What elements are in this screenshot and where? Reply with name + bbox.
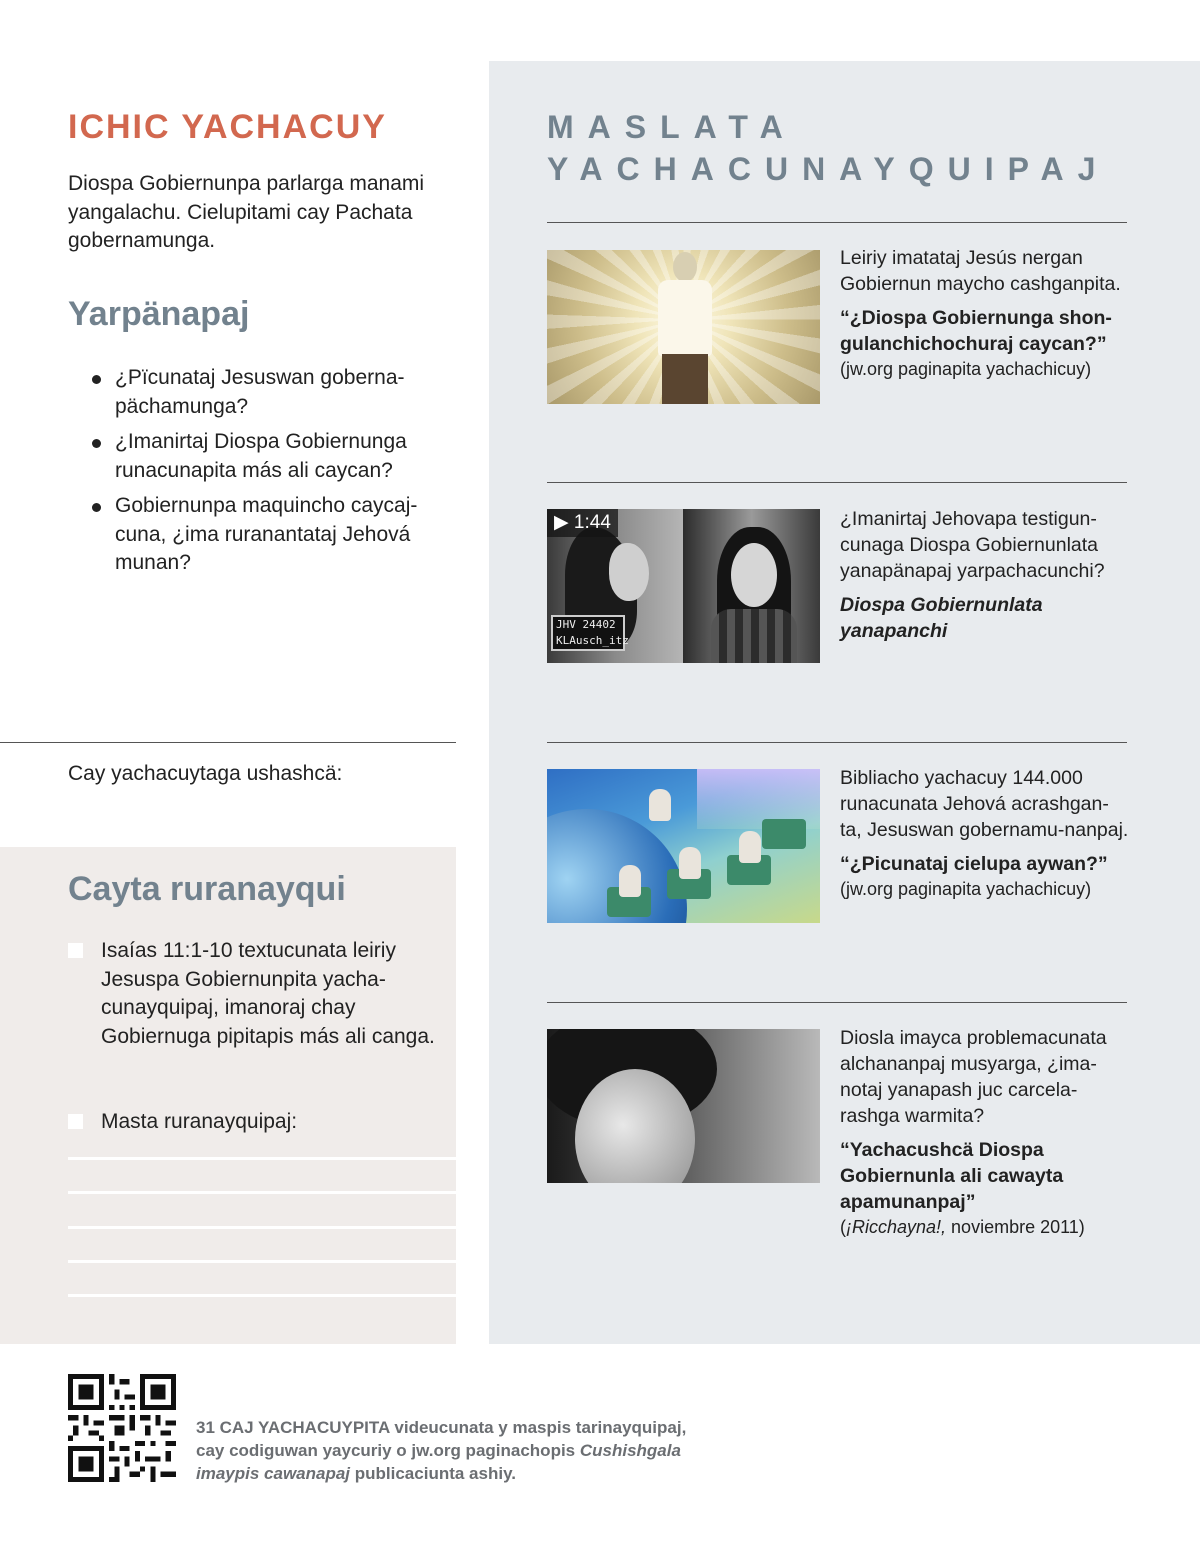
entry-source: (jw.org paginapita yachachicuy) bbox=[840, 879, 1092, 899]
entry-1-text bbox=[840, 245, 1130, 381]
divider bbox=[547, 482, 1127, 483]
bullet-icon bbox=[92, 375, 101, 384]
learned-label: Cay yachacuytaga ushashcä: bbox=[68, 762, 343, 785]
action-box bbox=[0, 847, 456, 1344]
checkbox-1[interactable] bbox=[68, 943, 83, 958]
entry-description: Leiriy imatataj Jesús nergan Gobiernun maycho cashganpita. bbox=[840, 247, 1121, 295]
bullet-icon bbox=[92, 503, 101, 512]
entry-2-text bbox=[840, 506, 1130, 644]
entry-link[interactable]: “¿Picunataj cielupa aywan?” bbox=[840, 853, 1108, 875]
entry-link[interactable]: Diospa Gobiernunlata yanapanchi bbox=[840, 594, 1043, 642]
action-item-2: Masta ruranayquipaj: bbox=[101, 1110, 298, 1133]
entry-3-text bbox=[840, 765, 1130, 901]
action-title: Cayta ruranayqui bbox=[68, 870, 346, 908]
entry-4-image[interactable] bbox=[547, 1029, 820, 1183]
review-list bbox=[92, 364, 452, 585]
entry-source: (jw.org paginapita yachachicuy) bbox=[840, 359, 1092, 379]
write-line[interactable] bbox=[68, 1294, 456, 1297]
play-icon: ▶ bbox=[554, 512, 569, 533]
action-item-1: Isaías 11:1-10 textucunata leiriy Jesuspa Gobiernunpita yacha-cunayquipaj, imanoraj chay Gobiernuga pipitapis más ali canga. bbox=[101, 939, 435, 1048]
entry-1-image[interactable] bbox=[547, 250, 820, 404]
entry-4-text bbox=[840, 1025, 1130, 1239]
review-title: Yarpänapaj bbox=[68, 295, 250, 333]
review-question: Gobiernunpa maquincho caycaj-cuna, ¿ima ruranantataj Jehová munan? bbox=[92, 492, 452, 578]
summary-title: ICHIC YACHACUY bbox=[68, 108, 387, 146]
footer-text: 31 CAJ YACHACUYPITA videucunata y maspis tarinayquipaj, cay codiguwan yaycuriy o jw.org paginachopis Cushishgala imaypis cawanapaj publicaciunta ashiy. bbox=[196, 1418, 687, 1483]
entry-source: (¡Ricchayna!, noviembre 2011) bbox=[840, 1217, 1085, 1237]
review-question: ¿Imanirtaj Diospa Gobiernunga runacunapita más ali caycan? bbox=[92, 428, 452, 485]
checkbox-2[interactable] bbox=[68, 1114, 83, 1129]
face-profile bbox=[609, 543, 649, 601]
explore-title: MASLATA YACHACUNAYQUIPAJ bbox=[547, 109, 1110, 187]
write-line[interactable] bbox=[68, 1157, 456, 1160]
write-line[interactable] bbox=[68, 1191, 456, 1194]
divider bbox=[0, 742, 456, 743]
entry-3-image[interactable] bbox=[547, 769, 820, 923]
figure-pants bbox=[662, 354, 708, 404]
striped-uniform bbox=[711, 609, 797, 663]
entry-description: ¿Imanirtaj Jehovapa testigun-cunaga Diospa Gobiernunlata yanapänapaj yarpachacunchi? bbox=[840, 508, 1105, 582]
video-duration-badge: ▶ 1:44 bbox=[547, 509, 618, 537]
write-line[interactable] bbox=[68, 1260, 456, 1263]
figure-head bbox=[673, 252, 697, 282]
divider bbox=[547, 742, 1127, 743]
prisoner-plate: JHV 24402 KLAusch_itz bbox=[551, 615, 625, 651]
entry-2-video-thumbnail[interactable] bbox=[547, 509, 820, 663]
divider bbox=[547, 1002, 1127, 1003]
bullet-icon bbox=[92, 439, 101, 448]
entry-link[interactable]: “¿Diospa Gobiernunga shon-gulanchichochuraj caycan?” bbox=[840, 307, 1112, 355]
entry-link[interactable]: “Yachacushcä Diospa Gobiernunla ali cawayta apamunanpaj” bbox=[840, 1139, 1064, 1213]
entry-description: Diosla imayca problemacunata alchananpaj musyarga, ¿ima-notaj yanapash juc carcela-rashga warmita? bbox=[840, 1027, 1107, 1127]
figure-shirt bbox=[658, 280, 712, 356]
qr-code-icon[interactable] bbox=[68, 1374, 176, 1482]
face-front bbox=[731, 543, 777, 607]
summary-text: Diospa Gobiernunpa parlarga manami yangalachu. Cielupitami cay Pachata gobernamunga. bbox=[68, 172, 425, 252]
write-line[interactable] bbox=[68, 1226, 456, 1229]
review-question: ¿Pïcunataj Jesuswan goberna-pächamunga? bbox=[92, 364, 452, 421]
entry-description: Bibliacho yachacuy 144.000 runacunata Jehová acrashgan-ta, Jesuswan gobernamu-nanpaj. bbox=[840, 767, 1129, 841]
divider bbox=[547, 222, 1127, 223]
